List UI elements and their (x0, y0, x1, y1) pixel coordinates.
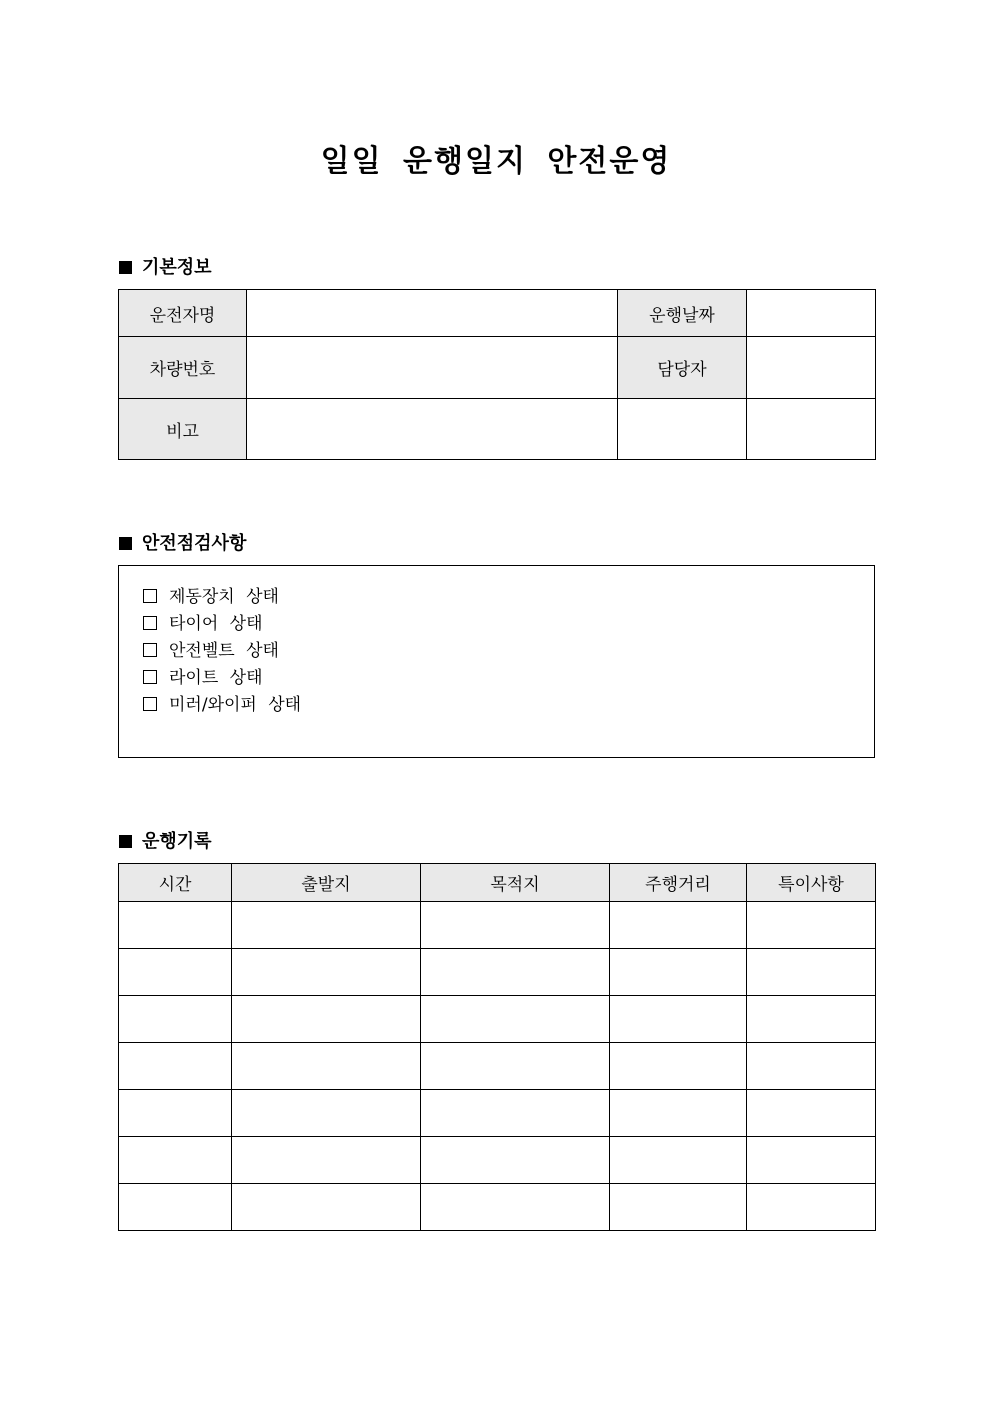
distance-cell[interactable] (610, 1184, 747, 1231)
distance-cell[interactable] (610, 1137, 747, 1184)
table-row (119, 1090, 876, 1137)
origin-cell[interactable] (232, 949, 421, 996)
vehicle-number-label: 차량번호 (119, 337, 247, 399)
time-cell[interactable] (119, 1184, 232, 1231)
notes-cell[interactable] (747, 996, 876, 1043)
square-bullet-icon (119, 835, 132, 848)
origin-cell[interactable] (232, 1090, 421, 1137)
check-item-label: 안전벨트 상태 (169, 641, 279, 661)
time-cell[interactable] (119, 1137, 232, 1184)
notes-cell[interactable] (747, 1137, 876, 1184)
drive-log-heading (119, 827, 212, 853)
table-row (119, 996, 876, 1043)
checkbox-icon[interactable] (143, 589, 157, 603)
destination-cell[interactable] (421, 1090, 610, 1137)
square-bullet-icon (119, 261, 132, 274)
origin-cell[interactable] (232, 1184, 421, 1231)
check-item-label: 타이어 상태 (169, 614, 263, 634)
table-row (119, 902, 876, 949)
check-item-label: 라이트 상태 (169, 668, 263, 688)
destination-cell[interactable] (421, 1043, 610, 1090)
basic-info-heading-text: 기본정보 (142, 257, 212, 278)
manager-label: 담당자 (618, 337, 747, 399)
remarks-extra-field-1[interactable] (618, 399, 747, 460)
safety-check-list (119, 566, 874, 719)
drive-log-header-row (119, 864, 876, 902)
table-row (119, 1184, 876, 1231)
time-cell[interactable] (119, 949, 232, 996)
column-header-origin: 출발지 (232, 864, 421, 902)
notes-cell[interactable] (747, 1184, 876, 1231)
basic-info-table (118, 289, 876, 460)
table-row (119, 949, 876, 996)
notes-cell[interactable] (747, 1043, 876, 1090)
safety-check-box (118, 565, 875, 758)
distance-cell[interactable] (610, 949, 747, 996)
destination-cell[interactable] (421, 1137, 610, 1184)
destination-cell[interactable] (421, 1184, 610, 1231)
destination-cell[interactable] (421, 996, 610, 1043)
distance-cell[interactable] (610, 996, 747, 1043)
drive-date-label: 운행날짜 (618, 290, 747, 337)
checkbox-icon[interactable] (143, 643, 157, 657)
drive-log-heading-text: 운행기록 (142, 831, 212, 852)
drive-log-table (118, 863, 876, 1231)
notes-cell[interactable] (747, 902, 876, 949)
check-item[interactable] (143, 584, 874, 611)
vehicle-number-field[interactable] (247, 337, 618, 399)
remarks-extra-field-2[interactable] (747, 399, 876, 460)
check-item[interactable] (143, 611, 874, 638)
column-header-destination: 목적지 (421, 864, 610, 902)
column-header-notes: 특이사항 (747, 864, 876, 902)
checkbox-icon[interactable] (143, 670, 157, 684)
notes-cell[interactable] (747, 949, 876, 996)
check-item-label: 미러/와이퍼 상태 (169, 695, 302, 715)
safety-check-heading (119, 529, 246, 555)
drive-date-field[interactable] (747, 290, 876, 337)
manager-field[interactable] (747, 337, 876, 399)
check-item[interactable] (143, 692, 874, 719)
check-item[interactable] (143, 638, 874, 665)
origin-cell[interactable] (232, 1137, 421, 1184)
column-header-distance: 주행거리 (610, 864, 747, 902)
distance-cell[interactable] (610, 1090, 747, 1137)
distance-cell[interactable] (610, 902, 747, 949)
check-item[interactable] (143, 665, 874, 692)
origin-cell[interactable] (232, 902, 421, 949)
origin-cell[interactable] (232, 996, 421, 1043)
safety-check-heading-text: 안전점검사항 (142, 533, 247, 554)
checkbox-icon[interactable] (143, 616, 157, 630)
time-cell[interactable] (119, 1043, 232, 1090)
notes-cell[interactable] (747, 1090, 876, 1137)
drive-log-body (119, 902, 876, 1231)
table-row (119, 1137, 876, 1184)
driver-name-field[interactable] (247, 290, 618, 337)
document-title: 일일 운행일지 안전운영 (320, 144, 672, 179)
remarks-field[interactable] (247, 399, 618, 460)
origin-cell[interactable] (232, 1043, 421, 1090)
distance-cell[interactable] (610, 1043, 747, 1090)
table-row (119, 1043, 876, 1090)
basic-info-heading (119, 253, 212, 279)
destination-cell[interactable] (421, 902, 610, 949)
time-cell[interactable] (119, 902, 232, 949)
column-header-time: 시간 (119, 864, 232, 902)
time-cell[interactable] (119, 996, 232, 1043)
check-item-label: 제동장치 상태 (169, 587, 279, 607)
checkbox-icon[interactable] (143, 697, 157, 711)
remarks-label: 비고 (119, 399, 247, 460)
square-bullet-icon (119, 537, 132, 550)
time-cell[interactable] (119, 1090, 232, 1137)
destination-cell[interactable] (421, 949, 610, 996)
driver-name-label: 운전자명 (119, 290, 247, 337)
